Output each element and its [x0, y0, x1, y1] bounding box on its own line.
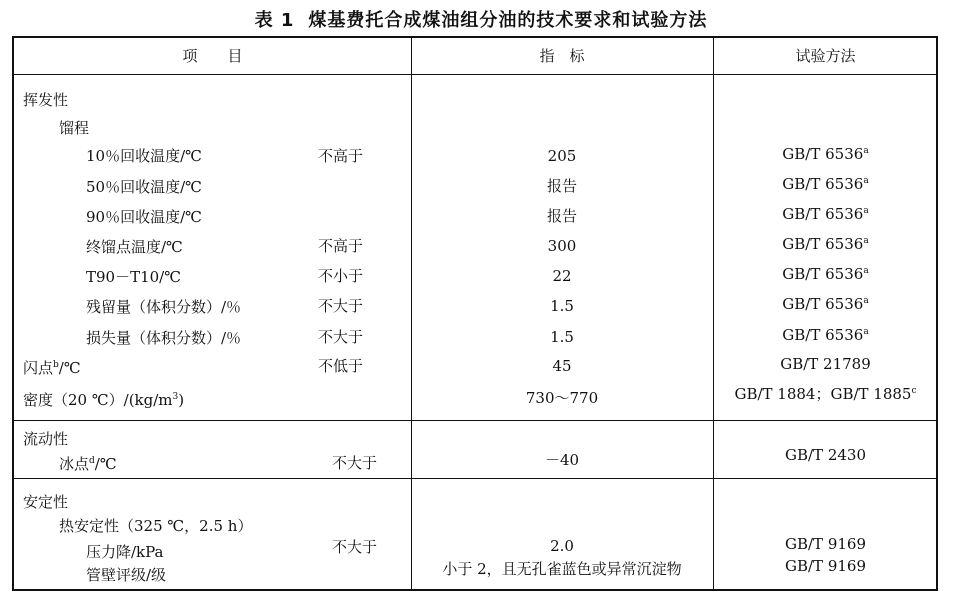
row-label: 50％回收温度/℃ — [86, 178, 202, 196]
section-label: 安定性 — [23, 493, 69, 511]
footnote-marker: a — [863, 327, 869, 337]
row-label: 终馏点温度/℃ — [86, 238, 183, 256]
row-condition: 不大于 — [332, 454, 378, 472]
row-method: GB/T 9169 — [784, 557, 866, 575]
row-label: 热安定性（325 ℃，2.5 h） — [59, 517, 253, 535]
row-method: GB/T 1884；GB/T 1885$^c$ — [734, 385, 917, 403]
section-label: 挥发性 — [23, 91, 69, 109]
row-value: 报告 — [546, 177, 577, 195]
footnote-marker: a — [863, 266, 869, 276]
section-divider-1 — [14, 420, 936, 421]
row-condition: 不大于 — [332, 538, 378, 556]
row-label: 90％回收温度/℃ — [86, 208, 202, 226]
row-method: GB/T 2430 — [784, 446, 866, 464]
row-label: 损失量（体积分数）/％ — [86, 329, 242, 347]
row-value: 1.5 — [550, 297, 574, 315]
row-value: 22 — [552, 267, 572, 285]
row-value: 45 — [552, 357, 572, 375]
row-value: 300 — [547, 237, 577, 255]
row-value: 报告 — [546, 207, 577, 225]
row-method: GB/T 6536$^a$ — [782, 175, 869, 193]
footnote-marker: b — [53, 360, 59, 370]
row-method: GB/T 6536$^a$ — [782, 205, 869, 223]
row-method: GB/T 6536$^a$ — [782, 326, 869, 344]
spec-table — [12, 36, 938, 591]
table-title — [0, 6, 962, 32]
footnote-marker: a — [863, 146, 869, 156]
footnote-marker: c — [911, 386, 917, 396]
header-item: 项 目 — [182, 47, 243, 65]
row-method: GB/T 6536$^a$ — [782, 265, 869, 283]
row-value: 小于 2，且无孔雀蓝色或异常沉淀物 — [442, 560, 682, 578]
row-label: 密度（20 $℃)/(kg/m^3)$ — [23, 391, 185, 409]
table-title-text: 煤基费托合成煤油组分油的技术要求和试验方法 — [308, 10, 708, 31]
row-label: 压力降/kPa — [86, 543, 164, 561]
row-method: GB/T 6536$^a$ — [782, 145, 869, 163]
row-condition: 不大于 — [318, 297, 364, 315]
row-label: 闪点$^b$/℃ — [23, 359, 81, 377]
footnote-marker: a — [863, 236, 869, 246]
row-label: 残留量（体积分数）/％ — [86, 298, 242, 316]
row-value: 2.0 — [550, 537, 574, 555]
footnote-marker: a — [863, 206, 869, 216]
row-method: GB/T 9169 — [784, 535, 866, 553]
row-condition: 不高于 — [318, 147, 364, 165]
row-condition: 不小于 — [318, 267, 364, 285]
footnote-marker: a — [863, 176, 869, 186]
row-label: 10％回收温度/℃ — [86, 147, 202, 165]
row-value: 205 — [547, 147, 577, 165]
footnote-marker: 3 — [172, 392, 179, 402]
header-method: 试验方法 — [795, 47, 856, 65]
header-spec: 指 标 — [539, 47, 585, 65]
row-method: GB/T 21789 — [780, 355, 871, 373]
row-label: 冰点$^d$/℃ — [59, 455, 117, 473]
row-value: －40 — [544, 451, 580, 469]
footnote-marker: a — [863, 296, 869, 306]
footnote-marker: d — [89, 456, 95, 466]
row-label: 管壁评级/级 — [86, 566, 167, 584]
row-condition: 不大于 — [318, 328, 364, 346]
row-value: 1.5 — [550, 328, 574, 346]
row-method: GB/T 6536$^a$ — [782, 295, 869, 313]
row-condition: 不低于 — [318, 357, 364, 375]
row-label: T90－T10/℃ — [86, 268, 182, 286]
row-method: GB/T 6536$^a$ — [782, 235, 869, 253]
row-value: 730～770 — [525, 389, 599, 407]
header-divider — [14, 74, 936, 75]
section-divider-2 — [14, 478, 936, 479]
row-condition: 不高于 — [318, 237, 364, 255]
table-number: 表 1 — [254, 10, 295, 31]
row-label: 馏程 — [59, 119, 90, 137]
section-label: 流动性 — [23, 430, 69, 448]
